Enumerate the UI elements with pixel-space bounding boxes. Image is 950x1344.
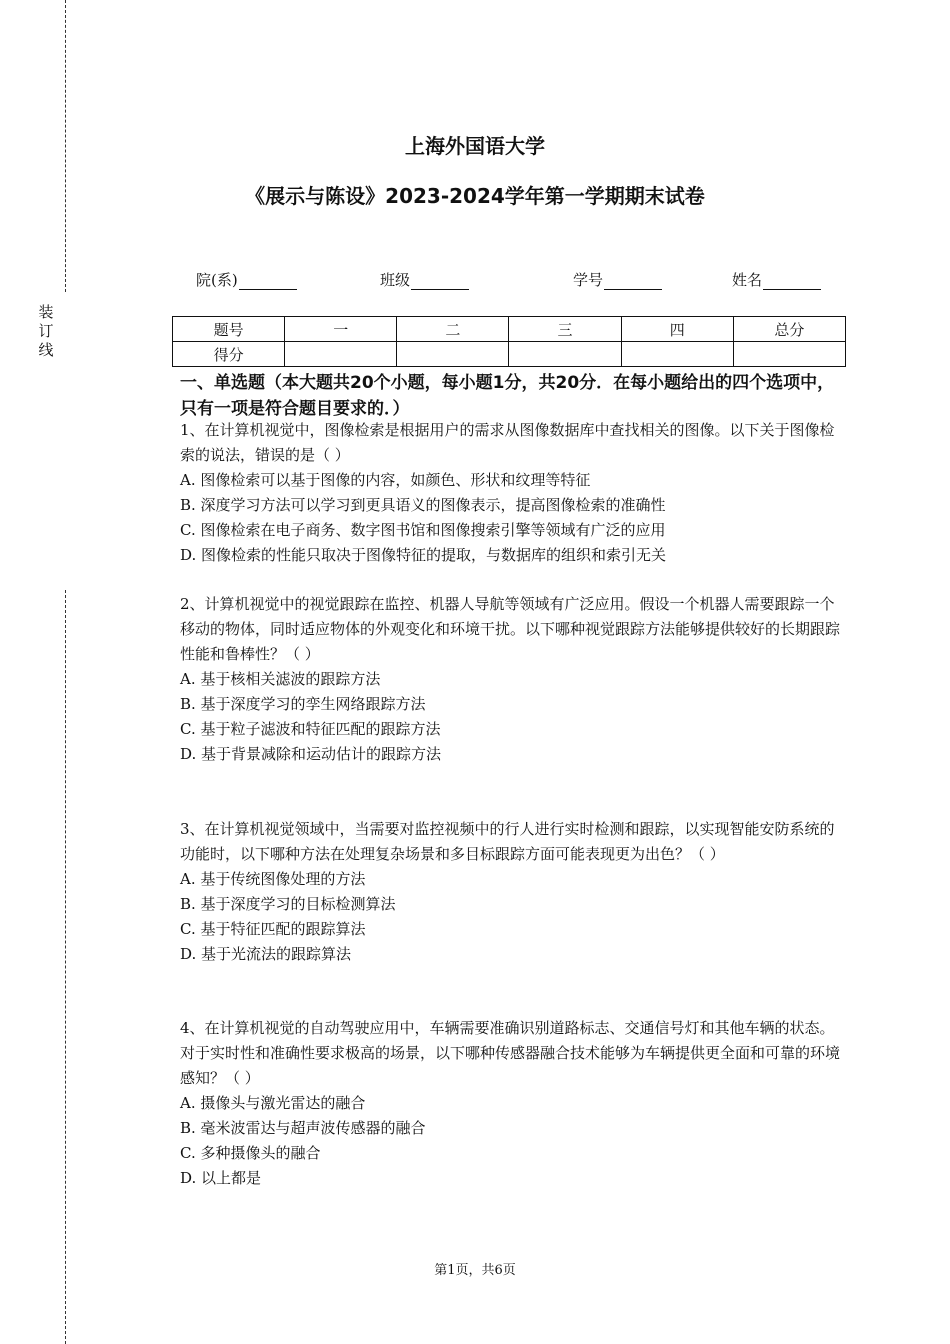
class-blank[interactable]	[411, 273, 469, 290]
option-d: D. 图像检索的性能只取决于图像特征的提取，与数据库的组织和索引无关	[180, 546, 667, 564]
score-header-cell: 四	[621, 317, 733, 342]
name-blank[interactable]	[763, 273, 821, 290]
score-header-cell: 总分	[733, 317, 845, 342]
question-text: 4、在计算机视觉的自动驾驶应用中，车辆需要准确识别道路标志、交通信号灯和其他车辆的状态。对于实时性和准确性要求极高的场景，以下哪种传感器融合技术能够为车辆提供更全面和可靠的环境感知？（ ）	[180, 1019, 841, 1087]
score-header-cell: 一	[285, 317, 397, 342]
option-d: D. 基于背景减除和运动估计的跟踪方法	[180, 745, 442, 763]
option-a: A. 基于传统图像处理的方法	[180, 870, 366, 888]
option-b: B. 深度学习方法可以学习到更具语义的图像表示，提高图像检索的准确性	[180, 496, 666, 514]
department-field[interactable]	[196, 269, 297, 290]
page-footer: 第1页，共6页	[434, 1263, 516, 1278]
score-cell[interactable]	[509, 342, 621, 367]
class-field[interactable]	[380, 269, 469, 290]
binding-char: 线	[38, 341, 54, 359]
question-text: 1、在计算机视觉中，图像检索是根据用户的需求从图像数据库中查找相关的图像。以下关于图像检索的说法，错误的是（ ）	[180, 421, 835, 464]
name-label: 姓名	[732, 271, 763, 289]
option-a: A. 摄像头与激光雷达的融合	[180, 1094, 366, 1112]
binding-line-bottom	[65, 590, 66, 1344]
question-2	[180, 592, 845, 767]
option-b: B. 基于深度学习的目标检测算法	[180, 895, 396, 913]
question-3	[180, 817, 845, 967]
option-c: C. 基于粒子滤波和特征匹配的跟踪方法	[180, 720, 441, 738]
question-1	[180, 418, 845, 568]
score-cell[interactable]	[397, 342, 509, 367]
option-b: B. 毫米波雷达与超声波传感器的融合	[180, 1119, 426, 1137]
class-label: 班级	[380, 271, 411, 289]
option-a: A. 图像检索可以基于图像的内容，如颜色、形状和纹理等特征	[180, 471, 591, 489]
section-heading: 一、单选题（本大题共20个小题，每小题1分，共20分．在每小题给出的四个选项中，只有一项是符合题目要求的．）	[180, 373, 835, 419]
student-id-field[interactable]	[573, 269, 662, 290]
question-text: 3、在计算机视觉领域中，当需要对监控视频中的行人进行实时检测和跟踪，以实现智能安防系统的功能时，以下哪种方法在处理复杂场景和多目标跟踪方面可能表现更为出色？（ ）	[180, 820, 835, 863]
score-table-score-row	[173, 342, 846, 367]
department-label: 院(系)	[196, 271, 238, 289]
score-cell[interactable]	[285, 342, 397, 367]
score-row-label: 得分	[173, 342, 285, 367]
name-field[interactable]	[732, 269, 821, 290]
student-info-row	[0, 269, 950, 293]
department-blank[interactable]	[239, 273, 297, 290]
option-a: A. 基于核相关滤波的跟踪方法	[180, 670, 381, 688]
score-table	[172, 316, 846, 367]
exam-title: 《展示与陈设》2023-2024学年第一学期期末试卷	[245, 184, 705, 208]
binding-char: 装	[38, 303, 54, 321]
score-header-cell: 三	[509, 317, 621, 342]
option-c: C. 多种摄像头的融合	[180, 1144, 321, 1162]
score-cell[interactable]	[621, 342, 733, 367]
university-title: 上海外国语大学	[405, 134, 545, 158]
option-d: D. 基于光流法的跟踪算法	[180, 945, 352, 963]
option-c: C. 基于特征匹配的跟踪算法	[180, 920, 366, 938]
option-b: B. 基于深度学习的孪生网络跟踪方法	[180, 695, 426, 713]
score-cell[interactable]	[733, 342, 845, 367]
option-d: D. 以上都是	[180, 1169, 262, 1187]
option-c: C. 图像检索在电子商务、数字图书馆和图像搜索引擎等领域有广泛的应用	[180, 521, 666, 539]
question-4	[180, 1016, 845, 1191]
question-text: 2、计算机视觉中的视觉跟踪在监控、机器人导航等领域有广泛应用。假设一个机器人需要跟踪一个移动的物体，同时适应物体的外观变化和环境干扰。以下哪种视觉跟踪方法能够提供较好的长期跟踪性能和鲁棒性？（ ）	[180, 595, 841, 663]
score-header-cell: 题号	[173, 317, 285, 342]
binding-label	[36, 303, 56, 360]
score-table-header-row	[173, 317, 846, 342]
student-id-label: 学号	[573, 271, 604, 289]
student-id-blank[interactable]	[604, 273, 662, 290]
score-header-cell: 二	[397, 317, 509, 342]
binding-char: 订	[38, 322, 54, 340]
